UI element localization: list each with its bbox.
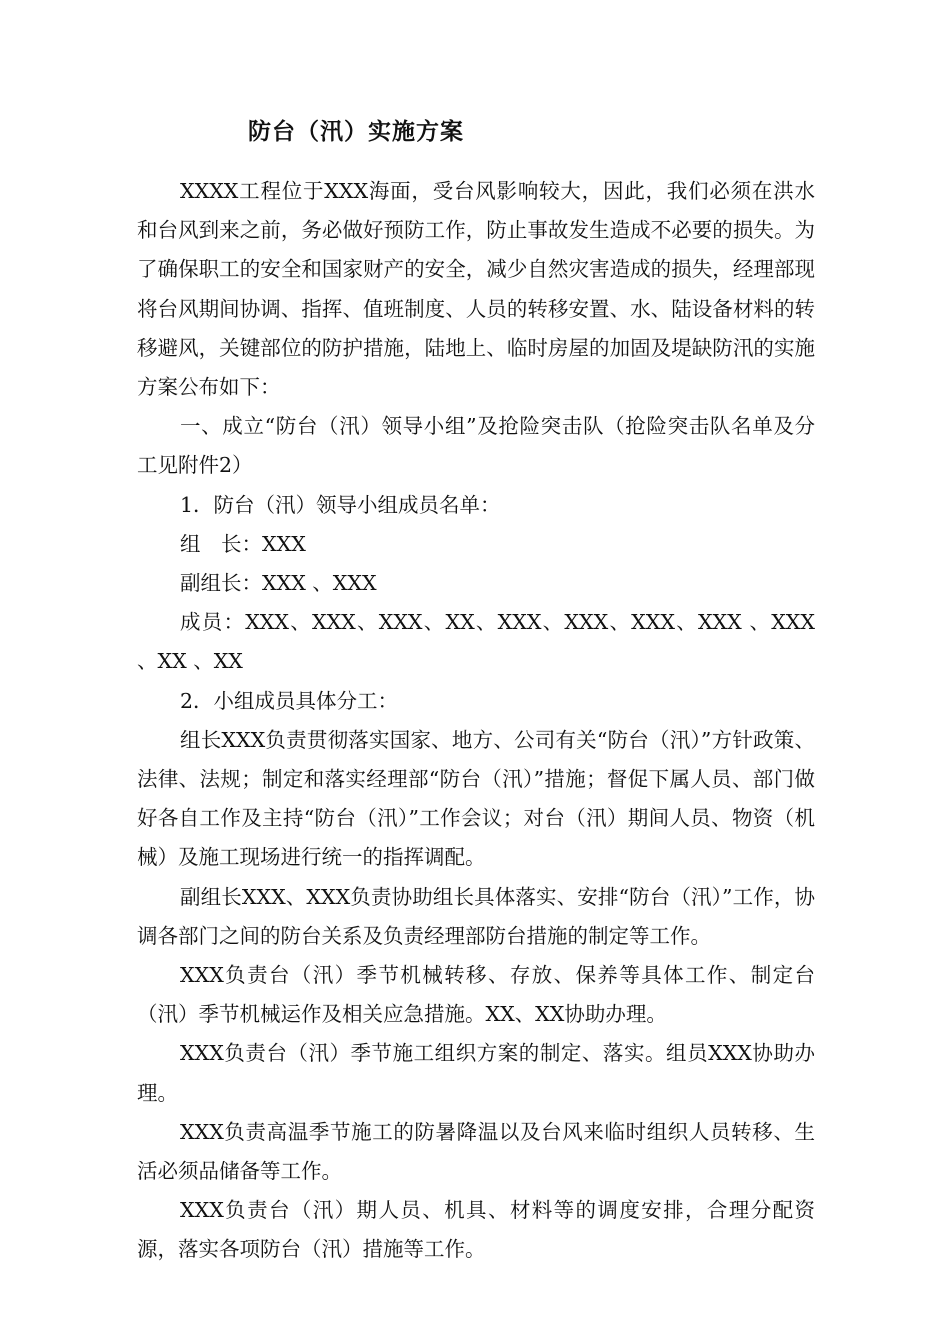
paragraph-member-list-heading: 1．防台（汛）领导小组成员名单： [180, 492, 501, 517]
paragraph-machinery-duties: XXX负责台（汛）季节机械转移、存放、保养等具体工作、制定台（汛）季节机械运作及相关应急措施。XX、XX协助办理。 [137, 963, 815, 1027]
document-body [137, 172, 815, 1270]
paragraph-heat-prevention-duties: XXX负责高温季节施工的防暑降温以及台风来临时组织人员转移、生活必须品储备等工作。 [137, 1119, 815, 1184]
paragraph-deputy-leader: 副组长：XXX 、XXX [180, 571, 377, 596]
paragraph-deputy-duties: 副组长XXX、XXX负责协助组长具体落实、安排“防台（汛）”工作，协调各部门之间的防台关系及负责经理部防台措施的制定等工作。 [137, 884, 815, 948]
document-title: 防台（汛）实施方案 [248, 118, 464, 145]
paragraph-members: 成员：XXX、XXX、XXX、XX、XXX、XXX、XXX、XXX 、XXX 、XX 、XX [137, 610, 815, 674]
paragraph-intro: XXXX工程位于XXX海面，受台风影响较大，因此，我们必须在洪水和台风到来之前，务必做好预防工作，防止事故发生造成不必要的损失。为了确保职工的安全和国家财产的安全，减少自然灾害造成的损失，经理部现将台风期间协调、指挥、值班制度、人员的转移安置、水、陆设备材料的转移避风，关键部位的防护措施，陆地上、临时房屋的加固及堤缺防汛的实施方案公布如下： [137, 179, 815, 400]
paragraph-leader-duties: 组长XXX负责贯彻落实国家、地方、公司有关“防台（汛）”方针政策、法律、法规；制定和落实经理部“防台（汛）”措施；督促下属人员、部门做好各自工作及主持“防台（汛）”工作会议；对台（汛）期间人员、物资（机械）及施工现场进行统一的指挥调配。 [137, 727, 815, 870]
paragraph-division-heading: 2．小组成员具体分工： [180, 688, 399, 713]
paragraph-construction-plan-duties: XXX负责台（汛）季节施工组织方案的制定、落实。组员XXX协助办理。 [137, 1041, 815, 1105]
paragraph-leader: 组 长：XXX [180, 531, 306, 556]
paragraph-section-one: 一、成立“防台（汛）领导小组”及抢险突击队（抢险突击队名单及分工见附件2） [137, 414, 815, 478]
paragraph-dispatch-duties: XXX负责台（汛）期人员、机具、材料等的调度安排，合理分配资源，落实各项防台（汛）措施等工作。 [137, 1198, 815, 1262]
